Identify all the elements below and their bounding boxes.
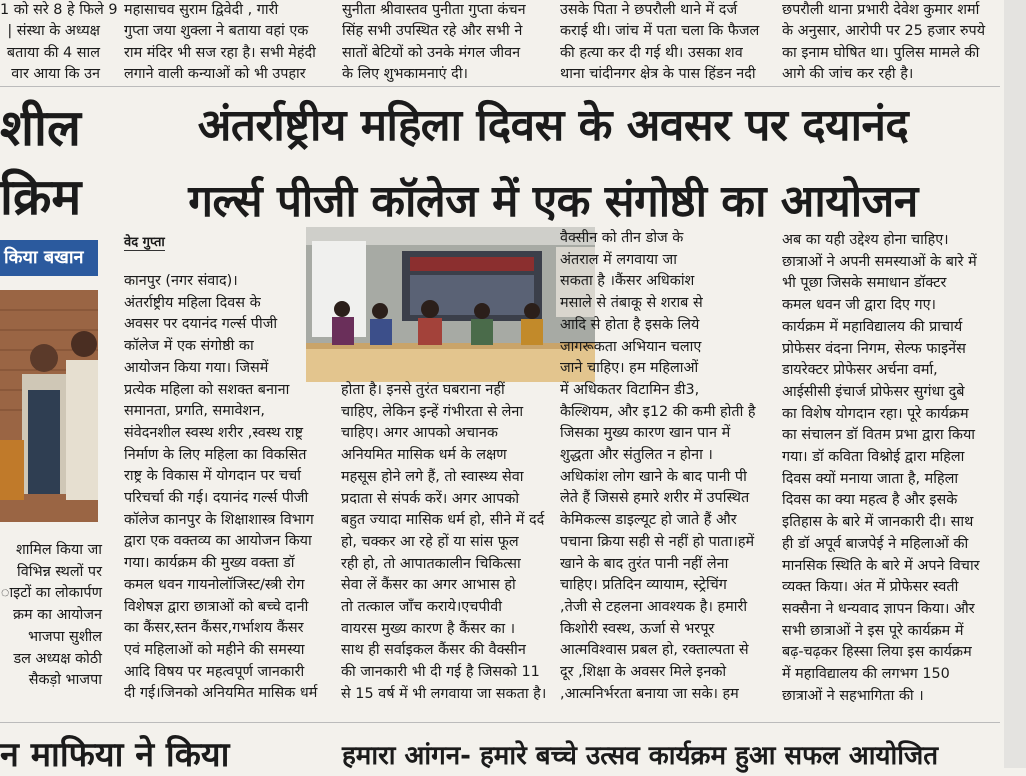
text-line: हो, चक्कर आ रहे हों या सांस फूल (341, 533, 519, 550)
text-line: कॉलेज कानपुर के शिक्षाशास्त्र विभाग (124, 511, 314, 528)
text-line: के अनुसार, आरोपी पर 25 हजार रुपये (782, 23, 986, 40)
text-line: अधिकांश लोग खाने के बाद पानी पी (560, 468, 747, 485)
text-line: शामिल किया जा (15, 542, 102, 558)
text-line: समानता, प्रगति, समावेशन, (124, 403, 265, 420)
text-line: दिवस का क्या महत्व है और इसके (782, 492, 958, 509)
left-headline-1: शील (0, 99, 81, 157)
top-column-4 (560, 0, 762, 86)
text-line: द्वारा एक वक्तव्य का आयोजन किया (124, 533, 312, 550)
text-line: वार आया कि उन (11, 66, 100, 83)
divider (0, 722, 1000, 723)
text-line: जाने चाहिए। हम महिलाओं (560, 360, 699, 377)
text-line: पचाना क्रिया सही से नहीं हो पाता।हमें (560, 533, 755, 550)
text-line: राष्ट्र के विकास में योगदान पर चर्चा (124, 468, 301, 485)
text-line: अब का यही उद्देश्य होना चाहिए। (782, 232, 949, 248)
text-line: कानपुर (नगर संवाद)। (124, 273, 238, 289)
text-line: जागरूकता अभियान चलाए (560, 338, 702, 355)
text-line: से 15 वर्ष में भी लगवाया जा सकता है। (341, 685, 547, 702)
text-line: भी पूछा जिसके समाधान डॉक्टर (782, 275, 947, 292)
text-line: डायरेक्टर प्रोफेसर अर्चना वर्मा, (782, 362, 938, 379)
text-line: ही डॉ अपूर्व बाजपेई ने महिलाओं की (782, 535, 969, 552)
top-column-3 (342, 0, 542, 86)
text-line: आदि विषय पर महत्वपूर्ण जानकारी (124, 663, 305, 680)
text-line: प्रदाता से संपर्क करें। अगर आपको (341, 490, 520, 507)
text-line: होता है। इनसे तुरंत घबराना नहीं (341, 382, 505, 398)
page-edge (1004, 0, 1026, 768)
text-line: कैल्शियम, और इ12 की कमी होती है (560, 403, 756, 420)
left-subhead-tag: किया बखान (0, 240, 98, 276)
text-line: गया। कार्यक्रम की मुख्य वक्ता डॉ (124, 555, 295, 572)
text-line: अवसर पर दयानंद गर्ल्स पीजी (124, 316, 278, 333)
text-line: कमल धवन गायनोलॉजिस्ट/स्त्री रोग (124, 576, 305, 593)
divider (0, 86, 1000, 87)
text-line: साथ ही सर्वाइकल कैंसर की वैक्सीन (341, 642, 526, 659)
text-line: की हत्या कर दी गई थी। उसका शव (560, 44, 743, 61)
bottom-right-headline: हमारा आंगन- हमारे बच्चे उत्सव कार्यक्रम हुआ सफल आयोजित (342, 741, 939, 771)
text-line: दिवस क्यों मनाया जाता है, महिला (782, 470, 959, 487)
text-line: वायरस मुख्य कारण है कैंसर का । (341, 620, 516, 637)
text-line: डल अध्यक्ष कोठी (13, 650, 102, 667)
event-photo (306, 227, 595, 382)
text-line: के लिए शुभकामनाएं दी। (342, 66, 468, 83)
text-line: खाने के बाद तुरंत पानी नहीं लेना (560, 555, 729, 572)
text-line: बढ़-चढ़कर हिस्सा लिया इस कार्यक्रम (782, 644, 972, 661)
text-line: अनियमित मासिक धर्म के लक्षण (341, 447, 507, 464)
text-line: चाहिए। प्रतिदिन व्यायाम, स्ट्रेचिंग (560, 577, 727, 594)
text-line: आयोजन किया गया। जिसमें (124, 359, 269, 376)
left-story-text (0, 540, 102, 692)
text-line: थाना चांदीनगर क्षेत्र के पास हिंडन नदी (560, 66, 756, 83)
text-line: निर्माण के लिए महिला का विकसित (124, 446, 307, 463)
top-column-5 (782, 0, 986, 86)
text-line: किशोरी स्वस्थ, ऊर्जा से भरपूर (560, 620, 715, 637)
text-line: विभिन्न स्थलों पर (17, 563, 102, 580)
text-line: छात्राओं ने अपनी समस्याओं के बारे में (782, 253, 977, 270)
text-line: सुनीता श्रीवास्तव पुनीता गुप्ता कंचन (342, 2, 526, 18)
article-column-1 (124, 271, 323, 705)
text-line: एवं महिलाओं को महीने की समस्या (124, 641, 305, 658)
text-line: केमिकल्स डाइल्यूट हो जाते हैं और (560, 512, 737, 529)
bottom-left-headline: न माफिया ने किया (0, 735, 230, 775)
article-column-2 (341, 380, 547, 706)
text-line: गुप्ता जया शुक्ला ने बताया वहां एक (124, 23, 309, 40)
article-column-4 (782, 230, 982, 707)
text-line: का संचालन डॉ वितम प्रभा द्वारा किया (782, 427, 976, 444)
text-line: दूर ,शिक्षा के अवसर मिले इनको (560, 664, 727, 681)
text-line: उसके पिता ने छपरौली थाने में दर्ज (560, 2, 738, 18)
text-line: मसाले से तंबाकू से शराब से (560, 295, 703, 312)
headline-line-1: अंतर्राष्ट्रीय महिला दिवस के अवसर पर दयानंद (197, 100, 909, 151)
text-line: व्यक्त किया। अंत में प्रोफेसर स्वती (782, 579, 959, 596)
text-line: प्रत्येक महिला को सशक्त बनाना (124, 381, 290, 398)
text-line: मानसिक स्थिति के बारे में अपने विचार (782, 557, 980, 574)
text-line: लगाने वाली कन्याओं को भी उपहार (124, 66, 306, 83)
text-line: चाहिए, लेकिन इन्हें गंभीरता से लेना (341, 403, 524, 420)
text-line: चाहिए। अगर आपको अचानक (341, 425, 498, 442)
top-column-1 (0, 0, 118, 86)
text-line: बताया की 4 साल (6, 44, 100, 61)
text-line: अंतराल में लगवाया जा (560, 251, 677, 268)
text-line: 1 को सरे 8 हे फिले 9 (0, 2, 118, 18)
text-line: का इनाम घोषित था। पुलिस मामले की (782, 44, 980, 61)
text-line: महसूस होने लगे हैं, तो स्वास्थ्य सेवा (341, 468, 524, 485)
left-headline-2: क्रिम (0, 168, 82, 226)
text-line: कॉलेज में एक संगोष्ठी का (124, 338, 254, 355)
text-line: बहुत ज्यादा मासिक धर्म हो, सीने में दर्द (341, 512, 545, 529)
text-line: जिसका मुख्य कारण खान पान में (560, 425, 731, 442)
text-line: रही हो, तो आपातकालीन चिकित्सा (341, 555, 521, 572)
text-line: महासाचव सुराम द्विवेदी , गारी (124, 2, 279, 18)
text-line: अंतर्राष्ट्रीय महिला दिवस के (124, 294, 261, 311)
text-line: क्रम का आयोजन (12, 607, 102, 624)
text-line: ,आत्मनिर्भरता बनाया जा सके। हम (560, 685, 739, 702)
text-line: का विशेष योगदान रहा। पूरे कार्यक्रम (782, 405, 969, 422)
text-line: लेते हैं जिससे हमारे शरीर में उपस्थित (560, 490, 750, 507)
text-line: सकता है ।कैंसर अधिकांश (560, 273, 695, 290)
headline (108, 88, 998, 240)
text-line: आत्मविश्वास प्रबल हो, रक्ताल्पता से (560, 642, 749, 659)
text-line: कमल धवन जी द्वारा दिए गए। (782, 297, 936, 314)
text-line: शुद्धता और संतुलित न होना । (560, 447, 713, 464)
text-line: सिंह सभी उपस्थित रहे और सभी ने (342, 23, 523, 40)
text-line: दी गई।जिनको अनियमित मासिक धर्म (124, 685, 318, 702)
text-line: ,तेजी से टहलना आवश्यक है। हमारी (560, 598, 748, 615)
text-line: सेवा लें कैंसर का अगर आभास हो (341, 577, 516, 594)
text-line: छात्राओं ने सहभागिता की । (782, 687, 924, 704)
text-line: आदि से होता है इसके लिये (560, 316, 700, 333)
text-line: सैकड़ो भाजपा (28, 672, 102, 689)
text-line: आगे की जांच कर रही है। (782, 66, 914, 83)
text-line: परिचर्चा की गई। दयानंद गर्ल्स पीजी (124, 490, 309, 507)
text-line: भाजपा सुशील (28, 628, 102, 645)
text-line: छपरौली थाना प्रभारी देवेश कुमार शर्मा (782, 2, 980, 18)
text-line: गया। डॉ कविता विश्नोई द्वारा महिला (782, 449, 965, 466)
text-line: वैक्सीन को तीन डोज के (560, 230, 684, 246)
text-line: सक्सैना ने धन्यवाद ज्ञापन किया। और (782, 600, 975, 617)
text-line: | संस्था के अध्यक्ष (7, 23, 100, 40)
text-line: कार्यक्रम में महाविद्यालय की प्राचार्य (782, 318, 963, 335)
top-column-2 (124, 0, 322, 86)
text-line: सभी छात्राओं ने इस पूरे कार्यक्रम में (782, 622, 964, 639)
text-line: में अधिकतर विटामिन डी3, (560, 381, 700, 398)
text-line: आईसीसी इंचार्ज प्रोफेसर सुगंधा दुबे (782, 383, 965, 400)
text-line: की जानकारी भी दी गई है जिसको 11 (341, 664, 540, 681)
headline-line-2: गर्ल्स पीजी कॉलेज में एक संगोष्ठी का आयोजन (188, 176, 918, 227)
text-line: प्रोफेसर वंदना निगम, सेल्फ फाइनेंस (782, 340, 966, 357)
text-line: संवेदनशील स्वस्थ शरीर ,स्वस्थ राष्ट्र (124, 424, 304, 441)
text-line: में महाविद्यालय की लगभग 150 (782, 666, 950, 683)
text-line: का कैंसर,स्तन कैंसर,गर्भाशय कैंसर (124, 620, 304, 637)
byline: वेद गुप्ता (124, 232, 165, 251)
text-line: विशेषज्ञ द्वारा छात्राओं को बच्चे दानी (124, 598, 309, 615)
article-column-3 (560, 228, 762, 705)
text-line: तो तत्काल जाँच कराये।एचपीवी (341, 599, 503, 616)
text-line: सातों बेटियों को उनके मंगल जीवन (342, 44, 521, 61)
text-line: इतिहास के बारे में जानकारी दी। साथ (782, 514, 974, 531)
left-photo (0, 290, 98, 522)
text-line: कराई थी। जांच में पता चला कि फैजल (560, 23, 760, 40)
text-line: राम मंदिर भी सज रहा है। सभी मेहंदी (124, 44, 316, 61)
text-line: ाइटों का लोकार्पण (0, 585, 102, 602)
